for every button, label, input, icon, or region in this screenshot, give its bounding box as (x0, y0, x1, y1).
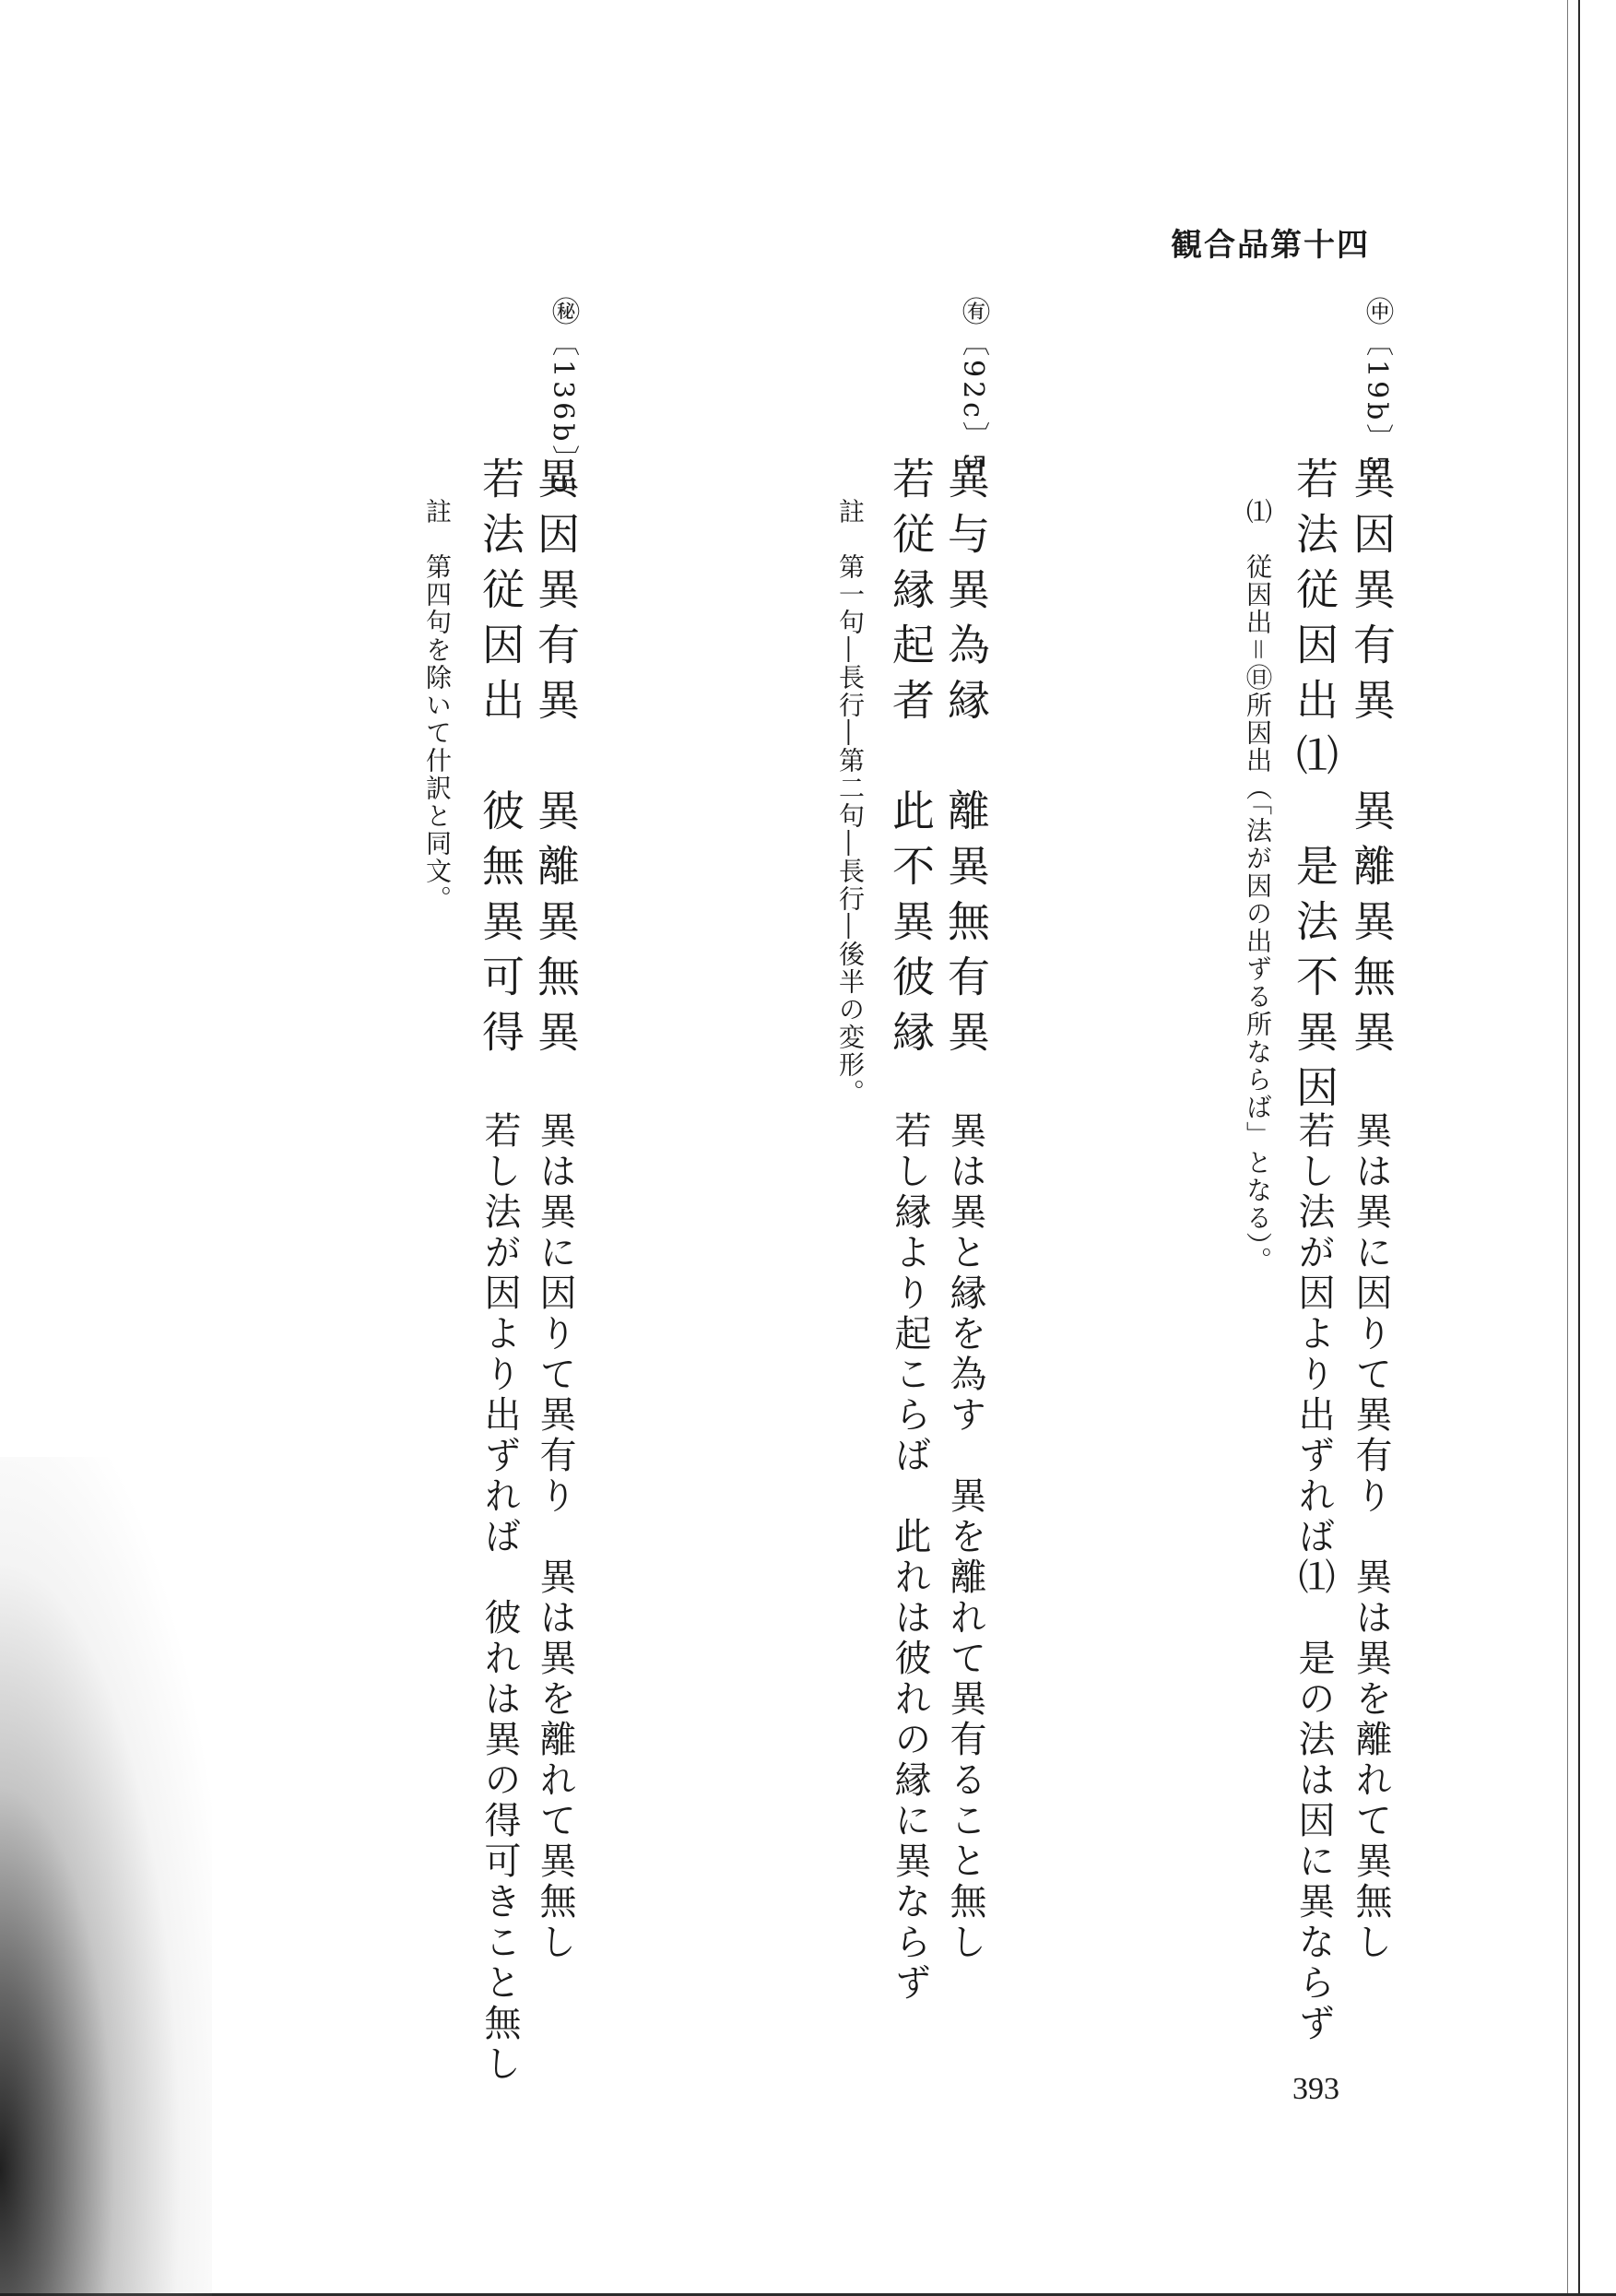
entry-2-ref: ㊒〔92c〕5 (957, 297, 989, 475)
page-number: 393 (1292, 2072, 1339, 2106)
scan-border-line-inner (1567, 0, 1568, 2296)
entry-2-verse-line-1: 異与異為縁 離異無有異 (941, 456, 991, 1065)
entry-1-verse-line-1: 異因異有異 異離異無異 (1347, 456, 1397, 1065)
entry-3-ref: ㊙〔136b〕5 (547, 297, 579, 498)
entry-1-translation-line-2: 若し法が因より出ずれば⑴ 是の法は因に異ならず (1292, 1111, 1335, 2044)
scan-shadow (0, 1457, 212, 2296)
entry-3-note: 註 第四句を除いて什訳と同文。 (422, 498, 453, 913)
entry-3-translation-line-1: 異は異に因りて異有り 異は異を離れて異無し (534, 1111, 576, 1963)
entry-1-note: ⑴ 従因出＝㊐所因出（「法が因の出ずる所ならば」となる）。 (1243, 498, 1273, 1275)
entry-2-verse-line-2: 若従縁起者 此不異彼縁 (886, 456, 936, 1065)
entry-1-verse-line-2: 若法従因出⑴ 是法不異因 (1290, 456, 1339, 1120)
entry-2-translation-line-2: 若し縁より起こらば 此れは彼れの縁に異ならず (889, 1111, 931, 2004)
entry-1-ref: ㊥〔19b〕5 (1361, 297, 1393, 477)
entry-3-translation-line-2: 若し法が因より出ずれば 彼れは異の得可きこと無し (478, 1111, 521, 2085)
entry-3-verse-line-2: 若法従因出 彼無異可得 (476, 456, 525, 1065)
page-header-title: 観合品第十四 (1171, 227, 1370, 264)
entry-1-translation-line-1: 異は異に因りて異有り 異は異を離れて異無し (1350, 1111, 1392, 1963)
entry-2-note: 註 第一句―長行―第二句―長行―後半の変形。 (835, 498, 866, 1107)
scan-border-line (1578, 0, 1580, 2296)
entry-2-translation-line-1: 異は異と縁を為す 異を離れて異有ること無し (944, 1111, 986, 1963)
entry-3-verse-line-1: 異因異有異 異離異無異 (531, 456, 581, 1065)
